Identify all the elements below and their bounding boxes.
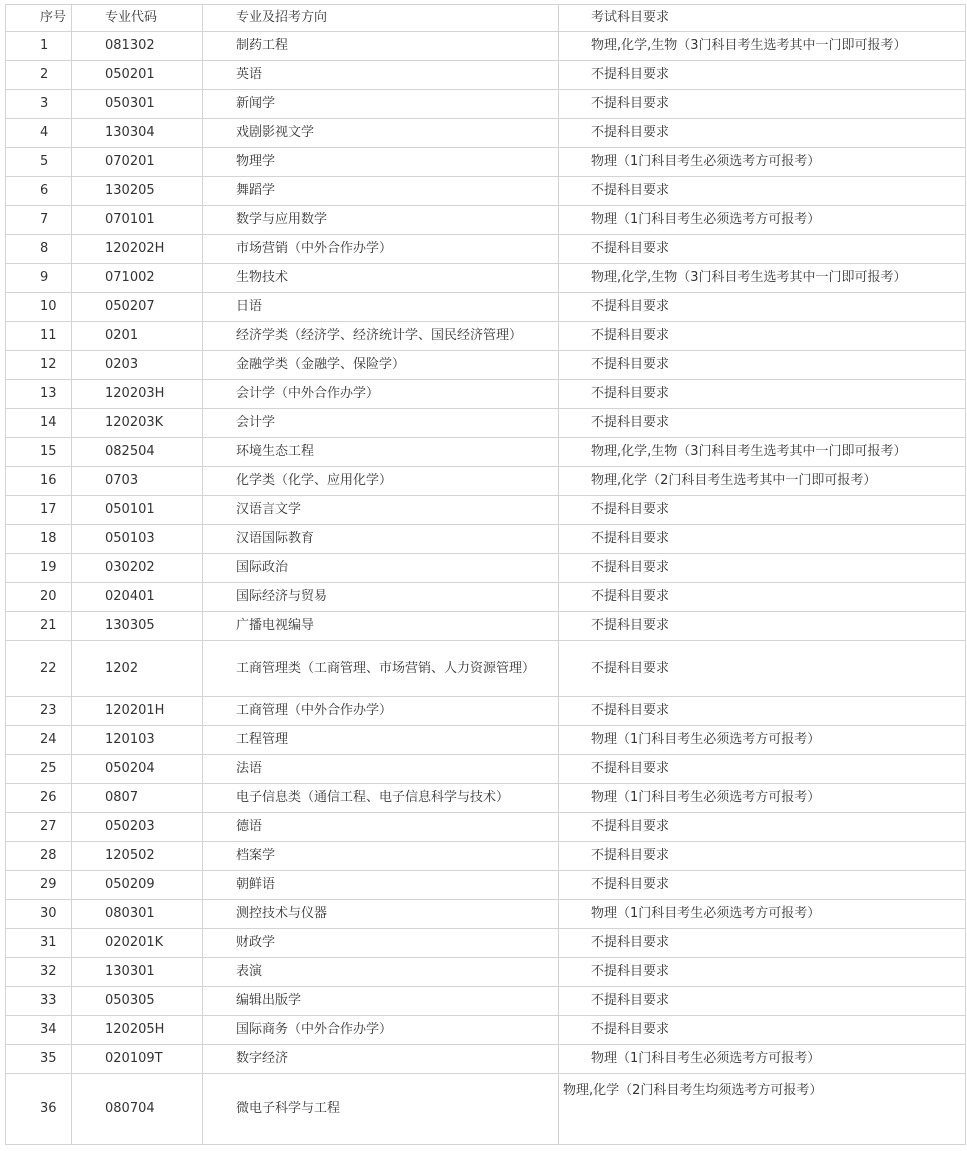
cell-seq: 25 [6,755,72,784]
cell-requirement: 不提科目要求 [559,929,966,958]
table-row [6,351,966,380]
cell-major: 市场营销（中外合作办学） [203,235,559,264]
cell-code: 120205H [72,1016,203,1045]
cell-code: 020201K [72,929,203,958]
cell-code: 020401 [72,583,203,612]
cell-major: 生物技术 [203,264,559,293]
cell-seq: 28 [6,842,72,871]
cell-seq: 13 [6,380,72,409]
cell-requirement: 物理,化学,生物（3门科目考生选考其中一门即可报考） [559,264,966,293]
cell-requirement: 不提科目要求 [559,293,966,322]
table-row [6,900,966,929]
cell-code: 130301 [72,958,203,987]
cell-major: 国际商务（中外合作办学） [203,1016,559,1045]
table-row [6,61,966,90]
cell-seq: 23 [6,697,72,726]
cell-requirement: 物理,化学,生物（3门科目考生选考其中一门即可报考） [559,32,966,61]
cell-code: 0201 [72,322,203,351]
cell-code: 130205 [72,177,203,206]
cell-requirement: 不提科目要求 [559,177,966,206]
cell-requirement: 不提科目要求 [559,813,966,842]
table-row [6,438,966,467]
cell-seq: 24 [6,726,72,755]
cell-code: 020109T [72,1045,203,1074]
table-row [6,206,966,235]
table-row [6,1045,966,1074]
cell-requirement: 物理（1门科目考生必须选考方可报考） [559,900,966,929]
cell-code: 120103 [72,726,203,755]
table-row [6,496,966,525]
cell-requirement: 物理（1门科目考生必须选考方可报考） [559,1045,966,1074]
cell-requirement: 不提科目要求 [559,235,966,264]
table-row [6,235,966,264]
cell-major: 微电子科学与工程 [203,1074,559,1145]
cell-major: 日语 [203,293,559,322]
cell-seq: 8 [6,235,72,264]
table-row [6,958,966,987]
cell-seq: 9 [6,264,72,293]
header-major: 专业及招考方向 [203,5,559,32]
cell-seq: 31 [6,929,72,958]
cell-major: 环境生态工程 [203,438,559,467]
cell-requirement: 物理（1门科目考生必须选考方可报考） [559,148,966,177]
cell-code: 070201 [72,148,203,177]
cell-seq: 35 [6,1045,72,1074]
table-row [6,90,966,119]
cell-seq: 27 [6,813,72,842]
table-row [6,554,966,583]
cell-seq: 10 [6,293,72,322]
cell-major: 编辑出版学 [203,987,559,1016]
cell-major [203,641,559,697]
cell-major: 数字经济 [203,1045,559,1074]
cell-major: 国际经济与贸易 [203,583,559,612]
header-code: 专业代码 [72,5,203,32]
table-row [6,525,966,554]
cell-requirement: 不提科目要求 [559,322,966,351]
cell-code: 0703 [72,467,203,496]
cell-seq: 36 [6,1074,72,1145]
cell-seq: 14 [6,409,72,438]
cell-code: 081302 [72,32,203,61]
table-row [6,264,966,293]
cell-major: 物理学 [203,148,559,177]
cell-major: 工程管理 [203,726,559,755]
table-row [6,322,966,351]
cell-requirement: 不提科目要求 [559,90,966,119]
table-row [6,1074,966,1145]
cell-major: 财政学 [203,929,559,958]
cell-major: 汉语言文学 [203,496,559,525]
cell-code: 050201 [72,61,203,90]
cell-code: 1202 [72,641,203,697]
table-row [6,755,966,784]
cell-requirement: 物理（1门科目考生必须选考方可报考） [559,206,966,235]
cell-requirement: 不提科目要求 [559,351,966,380]
cell-seq: 26 [6,784,72,813]
cell-requirement: 不提科目要求 [559,697,966,726]
cell-major: 化学类（化学、应用化学） [203,467,559,496]
cell-requirement: 不提科目要求 [559,409,966,438]
cell-major: 汉语国际教育 [203,525,559,554]
cell-seq: 3 [6,90,72,119]
cell-seq: 34 [6,1016,72,1045]
cell-major: 电子信息类（通信工程、电子信息科学与技术） [203,784,559,813]
cell-code: 120202H [72,235,203,264]
cell-seq: 18 [6,525,72,554]
cell-requirement: 不提科目要求 [559,554,966,583]
cell-requirement: 不提科目要求 [559,496,966,525]
cell-requirement: 不提科目要求 [559,1016,966,1045]
cell-seq: 1 [6,32,72,61]
cell-major: 金融学类（金融学、保险学） [203,351,559,380]
table-row [6,641,966,697]
cell-code: 130304 [72,119,203,148]
cell-major: 新闻学 [203,90,559,119]
cell-major: 德语 [203,813,559,842]
cell-major: 制药工程 [203,32,559,61]
table-row [6,842,966,871]
cell-requirement: 不提科目要求 [559,987,966,1016]
cell-seq: 12 [6,351,72,380]
cell-major: 广播电视编导 [203,612,559,641]
header-seq: 序号 [6,5,72,32]
table-row [6,119,966,148]
cell-seq: 30 [6,900,72,929]
table-row [6,380,966,409]
cell-seq: 22 [6,641,72,697]
cell-requirement: 不提科目要求 [559,641,966,697]
cell-requirement: 物理,化学,生物（3门科目考生选考其中一门即可报考） [559,438,966,467]
cell-major: 朝鲜语 [203,871,559,900]
table-row [6,612,966,641]
cell-code: 0807 [72,784,203,813]
cell-code: 050305 [72,987,203,1016]
cell-seq: 19 [6,554,72,583]
cell-major: 数学与应用数学 [203,206,559,235]
cell-code: 080301 [72,900,203,929]
cell-seq: 5 [6,148,72,177]
cell-code: 050204 [72,755,203,784]
cell-seq: 6 [6,177,72,206]
cell-major: 戏剧影视文学 [203,119,559,148]
cell-code: 120201H [72,697,203,726]
table-row [6,32,966,61]
table-row [6,467,966,496]
cell-seq: 11 [6,322,72,351]
table-row [6,177,966,206]
cell-code: 120203K [72,409,203,438]
cell-requirement: 不提科目要求 [559,842,966,871]
cell-code: 030202 [72,554,203,583]
table-row [6,697,966,726]
cell-code: 120203H [72,380,203,409]
cell-code: 050103 [72,525,203,554]
cell-code: 050207 [72,293,203,322]
cell-code: 120502 [72,842,203,871]
table-row [6,1016,966,1045]
cell-major: 会计学（中外合作办学） [203,380,559,409]
cell-code: 070101 [72,206,203,235]
cell-requirement: 物理（1门科目考生必须选考方可报考） [559,784,966,813]
cell-requirement: 不提科目要求 [559,612,966,641]
table-row [6,987,966,1016]
cell-seq: 29 [6,871,72,900]
cell-seq: 7 [6,206,72,235]
table-row [6,409,966,438]
table-row [6,293,966,322]
cell-requirement: 不提科目要求 [559,958,966,987]
table-row [6,726,966,755]
table-header-row [6,5,966,32]
cell-seq: 17 [6,496,72,525]
table-row [6,784,966,813]
cell-requirement: 不提科目要求 [559,119,966,148]
cell-seq: 2 [6,61,72,90]
cell-requirement: 物理（1门科目考生必须选考方可报考） [559,726,966,755]
cell-code: 130305 [72,612,203,641]
table-row [6,148,966,177]
cell-requirement: 不提科目要求 [559,61,966,90]
cell-major: 英语 [203,61,559,90]
cell-seq: 16 [6,467,72,496]
header-requirement: 考试科目要求 [559,5,966,32]
cell-major: 国际政治 [203,554,559,583]
cell-major: 法语 [203,755,559,784]
table-row [6,813,966,842]
cell-code: 080704 [72,1074,203,1145]
cell-major: 经济学类（经济学、经济统计学、国民经济管理） [203,322,559,351]
cell-major: 档案学 [203,842,559,871]
cell-requirement: 不提科目要求 [559,583,966,612]
cell-major: 工商管理（中外合作办学） [203,697,559,726]
cell-seq: 20 [6,583,72,612]
cell-code: 050301 [72,90,203,119]
cell-seq: 33 [6,987,72,1016]
table-row [6,929,966,958]
cell-code: 050209 [72,871,203,900]
cell-code: 071002 [72,264,203,293]
cell-major: 会计学 [203,409,559,438]
cell-requirement: 不提科目要求 [559,871,966,900]
cell-requirement: 物理,化学（2门科目考生均须选考方可报考） [559,1074,966,1145]
cell-requirement: 不提科目要求 [559,525,966,554]
table-row [6,871,966,900]
cell-major: 测控技术与仪器 [203,900,559,929]
cell-requirement: 不提科目要求 [559,380,966,409]
admission-requirements-table [5,4,966,1145]
cell-code: 050101 [72,496,203,525]
cell-seq: 21 [6,612,72,641]
cell-requirement: 不提科目要求 [559,755,966,784]
cell-requirement: 物理,化学（2门科目考生选考其中一门即可报考） [559,467,966,496]
cell-seq: 15 [6,438,72,467]
cell-major: 表演 [203,958,559,987]
table-row [6,583,966,612]
cell-code: 050203 [72,813,203,842]
cell-code: 0203 [72,351,203,380]
cell-major-text: 工商管理类（工商管理、市场营销、人力资源管理） [236,660,536,676]
cell-seq: 4 [6,119,72,148]
cell-seq: 32 [6,958,72,987]
cell-code: 082504 [72,438,203,467]
cell-major: 舞蹈学 [203,177,559,206]
